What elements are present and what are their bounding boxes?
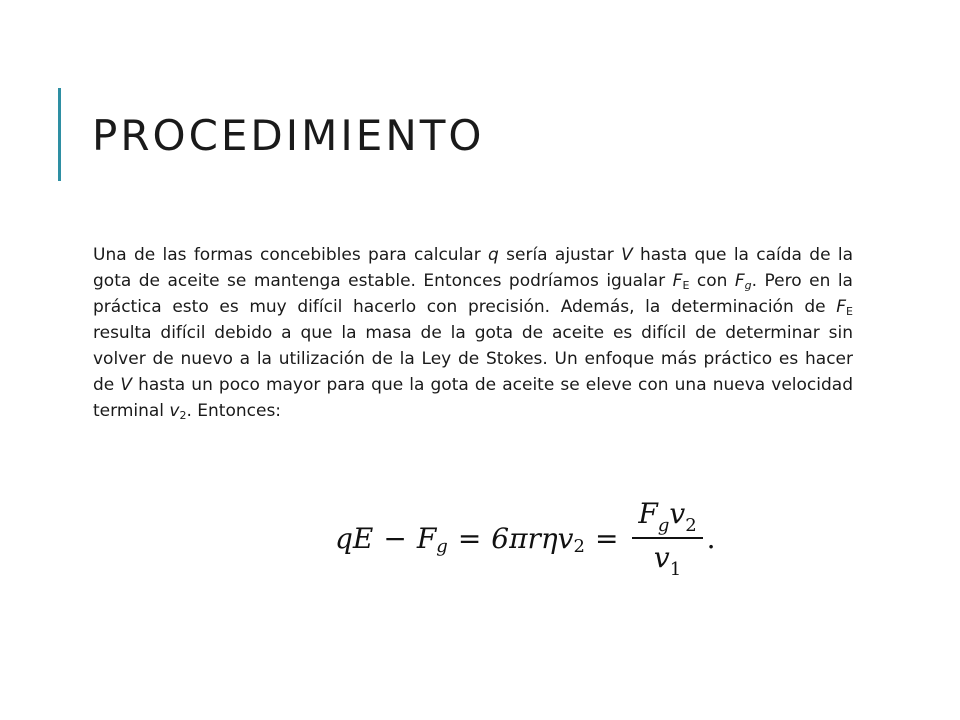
eq-F: F bbox=[416, 521, 437, 555]
eq-denominator: $v_1$ bbox=[653, 541, 682, 580]
eq-fraction bbox=[632, 495, 702, 581]
eq-six-pi-r-eta: 6πrη bbox=[491, 521, 558, 555]
eq-numerator: $F_gv_2$ bbox=[638, 497, 697, 536]
slide-title: PROCEDIMIENTO bbox=[92, 111, 485, 160]
eq-equals-2: = bbox=[594, 521, 619, 555]
eq-qE: qE bbox=[335, 521, 374, 555]
body-paragraph: Una de las formas concebibles para calcular q sería ajustar V hasta que la caída de la gota de aceite se mantenga estable. Entonces podríamos igualar $F_E$ con $F_g$. Pero en la práctica esto es muy difícil hacerlo con precisión. Además, la determinación de $F_E$ resulta difícil debido a que la masa de la gota de aceite es difícil de determinar sin volver de nuevo a la utilización de la Ley de Stokes. Un enfoque más práctico es hacer de V hasta un poco mayor para que la gota de aceite se eleve con una nueva velocidad terminal $v_2$. Entonces: bbox=[93, 245, 853, 422]
equation bbox=[335, 498, 716, 578]
eq-period: . bbox=[706, 521, 716, 555]
title-accent-bar bbox=[58, 88, 61, 181]
eq-v: v bbox=[557, 521, 574, 555]
eq-g-sub: g bbox=[436, 535, 448, 557]
eq-minus: − bbox=[383, 521, 407, 555]
eq-2-sub: 2 bbox=[573, 535, 585, 557]
eq-equals-1: = bbox=[457, 521, 482, 555]
